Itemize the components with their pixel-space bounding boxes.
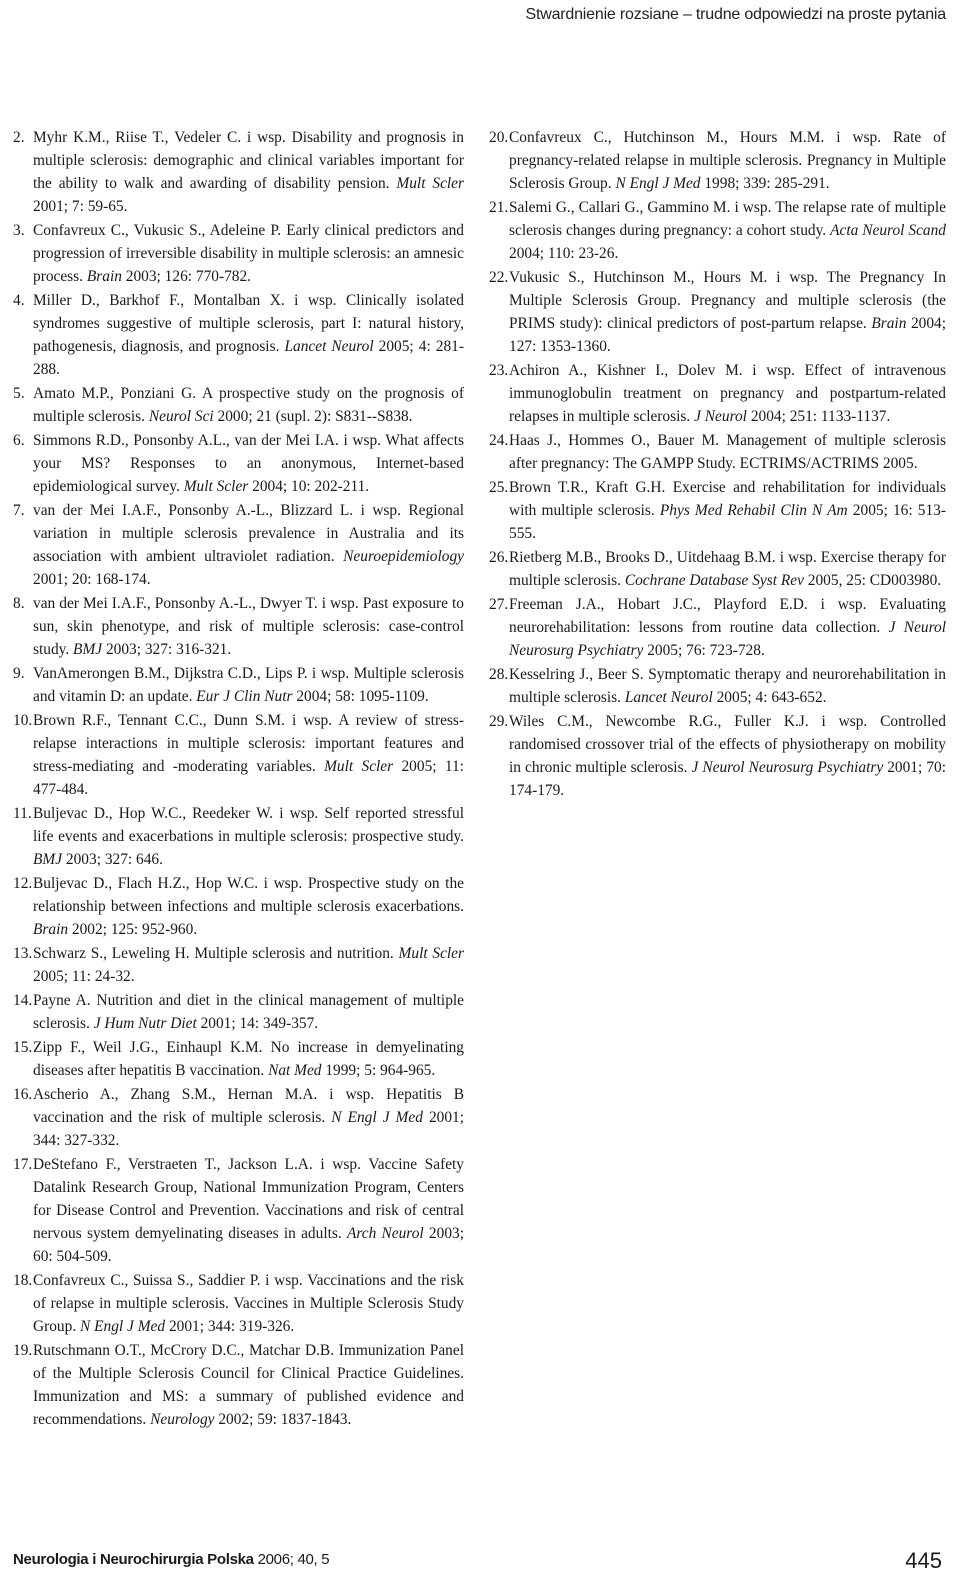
- reference-title: Multiple sclerosis and nutrition.: [194, 944, 399, 962]
- reference-authors: Buljevac D., Hop W.C., Reedeker W. i wsp.: [33, 804, 325, 822]
- reference-number: 28.: [489, 666, 509, 684]
- reference-journal: BMJ: [73, 640, 103, 658]
- reference-number: 11.: [13, 804, 32, 822]
- reference-details: 2001; 14: 349-357.: [196, 1015, 319, 1032]
- reference-journal: Mult Scler: [398, 944, 465, 962]
- reference-authors: Zipp F., Weil J.G., Einhaupl K.M.: [33, 1039, 271, 1057]
- reference-title: Multiple sclerosis and vitamin D: an update.: [33, 664, 464, 705]
- reference-item: [13, 220, 464, 289]
- reference-number: 20.: [489, 129, 509, 146]
- reference-title: Effect of intravenous immunoglobulin treatment on pregnancy and postpartum-related relapses in multiple sclerosis.: [509, 361, 946, 425]
- references-left-column: [13, 127, 464, 1433]
- reference-number: 27.: [489, 596, 509, 614]
- reference-title: Exercise therapy for multiple sclerosis.: [509, 549, 946, 589]
- reference-journal: Mult Scler: [324, 757, 394, 775]
- reference-journal: Eur J Clin Nutr: [196, 687, 293, 705]
- reference-number: 3.: [13, 221, 25, 239]
- reference-journal: N Engl J Med: [80, 1317, 166, 1335]
- reference-title: Regional variation in multiple sclerosis prevalence in Australia and its association with ambient ultraviolet radiation.: [33, 501, 464, 565]
- reference-details: 2001; 344: 319-326.: [165, 1317, 295, 1335]
- reference-title: Symptomatic therapy and neurorehabilitation in multiple sclerosis.: [509, 666, 946, 707]
- reference-authors: Wiles C.M., Newcombe R.G., Fuller K.J. i wsp.: [509, 713, 881, 731]
- reference-item: [489, 477, 946, 546]
- reference-journal: Brain: [33, 920, 69, 938]
- reference-number: 26.: [489, 549, 509, 567]
- reference-title: A review of stress-relapse interactions in multiple sclerosis: important features and stress-mediating and -moderating variables.: [33, 712, 465, 775]
- reference-number: 14.: [13, 992, 33, 1010]
- reference-number: 22.: [489, 269, 509, 287]
- reference-title: Disability and prognosis in multiple sclerosis: demographic and clinical variables important for the ability to walk and awarding of disability pension.: [33, 129, 464, 192]
- reference-item: [489, 267, 946, 359]
- reference-details: 2005; 16: 513-555.: [509, 501, 946, 542]
- reference-item: [13, 127, 464, 219]
- reference-journal: Brain: [86, 267, 122, 285]
- reference-details: 2001; 7: 59-65.: [33, 197, 128, 215]
- reference-item: [13, 990, 464, 1036]
- reference-details: 2005; 11: 477-484.: [33, 757, 464, 798]
- reference-title: What affects your MS? Responses to an anonymous, Internet-based epidemiological survey.: [33, 431, 464, 495]
- reference-details: 2001; 344: 327-332.: [33, 1109, 465, 1150]
- reference-journal: Neuroepidemiology: [343, 547, 464, 565]
- reference-item: [489, 711, 946, 803]
- reference-number: 23.: [489, 361, 509, 379]
- reference-item: [489, 547, 946, 593]
- reference-journal: J Neurol Neurosurg Psychiatry: [691, 759, 884, 777]
- page-number: 445: [905, 1548, 942, 1573]
- reference-number: 10.: [13, 712, 33, 730]
- reference-authors: van der Mei I.A.F., Ponsonby A.-L., Blizzard L. i wsp.: [33, 501, 409, 519]
- reference-number: 19.: [13, 1342, 33, 1360]
- reference-title: The relapse rate of multiple sclerosis changes during pregnancy: a cohort study.: [509, 199, 946, 239]
- reference-item: [13, 663, 464, 709]
- reference-authors: Freeman J.A., Hobart J.C., Playford E.D. i wsp.: [509, 596, 880, 614]
- reference-journal: Mult Scler: [396, 174, 464, 192]
- reference-details: 2004; 58: 1095-1109.: [292, 687, 429, 705]
- reference-number: 24.: [489, 431, 509, 449]
- reference-authors: DeStefano F., Verstraeten T., Jackson L.A. i wsp.: [33, 1156, 369, 1174]
- reference-details: 1999; 5: 964-965.: [321, 1062, 436, 1080]
- reference-number: 29.: [489, 713, 509, 731]
- reference-details: 2003; 327: 316-321.: [102, 640, 232, 658]
- reference-item: [13, 430, 464, 499]
- reference-title: Prospective study on the relationship between infections and multiple sclerosis exacerbations.: [33, 874, 464, 915]
- reference-journal: J Neurol Neurosurg Psychiatry: [509, 619, 946, 660]
- reference-journal: Acta Neurol Scand: [830, 221, 946, 239]
- reference-title: Past exposure to sun, skin phenotype, and risk of multiple sclerosis: case-control study.: [33, 594, 464, 658]
- reference-journal: J Hum Nutr Diet: [93, 1015, 197, 1032]
- reference-details: 2003; 60: 504-509.: [33, 1225, 464, 1265]
- reference-authors: Salemi G., Callari G., Gammino M. i wsp.: [509, 199, 776, 217]
- reference-journal: Mult Scler: [183, 477, 249, 495]
- reference-details: 2005; 4: 643-652.: [712, 689, 827, 707]
- reference-authors: Haas J., Hommes O., Bauer M.: [509, 431, 727, 449]
- reference-authors: Confavreux C., Vukusic S., Adeleine P.: [33, 221, 287, 239]
- reference-authors: Vukusic S., Hutchinson M., Hours M. i wsp.: [509, 269, 827, 287]
- reference-title: Vaccine Safety Datalink Research Group, National Immunization Program, Centers for Disease Control and Prevention. Vaccinations and risk of central nervous system demyelinating diseases in adults.: [33, 1156, 464, 1243]
- reference-details: 2004; 251: 1133-1137.: [746, 407, 891, 425]
- reference-item: [13, 1154, 464, 1269]
- reference-item: [489, 594, 946, 663]
- reference-item: [13, 290, 464, 382]
- reference-number: 6.: [13, 431, 25, 449]
- reference-authors: Rutschmann O.T., McCrory D.C., Matchar D.B.: [33, 1342, 339, 1360]
- reference-authors: Brown R.F., Tennant C.C., Dunn S.M. i wsp.: [33, 712, 339, 730]
- reference-journal: J Neurol: [694, 407, 747, 425]
- reference-number: 8.: [13, 594, 25, 612]
- reference-journal: Neurol Sci: [148, 407, 214, 425]
- reference-authors: Schwarz S., Leweling H.: [33, 944, 195, 962]
- reference-number: 7.: [13, 501, 25, 519]
- reference-authors: Confavreux C., Hutchinson M., Hours M.M. i wsp.: [509, 129, 894, 146]
- reference-journal: Lancet Neurol: [624, 689, 713, 707]
- reference-item: [489, 360, 946, 429]
- journal-name: Neurologia i Neurochirurgia Polska: [13, 1551, 254, 1568]
- references-right-column: [489, 127, 946, 804]
- reference-item: [13, 710, 464, 802]
- reference-authors: Ascherio A., Zhang S.M., Hernan M.A. i wsp.: [33, 1086, 387, 1104]
- reference-number: 15.: [13, 1039, 33, 1057]
- reference-number: 2.: [13, 129, 25, 146]
- reference-item: [13, 1340, 464, 1432]
- reference-title: Nutrition and diet in the clinical management of multiple sclerosis.: [33, 992, 465, 1032]
- reference-details: 2001; 70: 174-179.: [509, 759, 946, 800]
- reference-title: Clinically isolated syndromes suggestive of multiple sclerosis, part I: natural history, pathogenesis, diagnosis, and prognosis.: [33, 291, 464, 355]
- journal-footer: [13, 1551, 329, 1568]
- reference-item: [489, 127, 946, 196]
- reference-title: Exercise and rehabilitation for individuals with multiple sclerosis.: [509, 479, 946, 519]
- reference-title: Controlled randomised crossover trial of the effects of physiotherapy on mobility in chronic multiple sclerosis.: [509, 713, 946, 777]
- reference-title: Rate of pregnancy-related relapse in multiple sclerosis. Pregnancy in Multiple Sclerosis Group.: [509, 129, 946, 192]
- reference-item: [13, 383, 464, 429]
- reference-details: 2005; 4: 281-288.: [33, 337, 464, 378]
- reference-title: The Pregnancy In Multiple Sclerosis Group. Pregnancy and multiple sclerosis (the PRIMS study): clinical predictors of post-partum relapse.: [509, 269, 946, 332]
- reference-title: A prospective study on the prognosis of multiple sclerosis.: [33, 384, 464, 425]
- reference-title: Hepatitis B vaccination and the risk of multiple sclerosis.: [33, 1086, 464, 1127]
- reference-number: 25.: [489, 479, 509, 497]
- reference-number: 12.: [13, 874, 33, 892]
- reference-journal: Phys Med Rehabil Clin N Am: [659, 501, 848, 519]
- reference-title: No increase in demyelinating diseases after hepatitis B vaccination.: [33, 1039, 465, 1080]
- reference-details: 2004; 127: 1353-1360.: [509, 314, 947, 355]
- reference-item: [13, 593, 464, 662]
- reference-authors: van der Mei I.A.F., Ponsonby A.-L., Dwyer T. i wsp.: [33, 594, 363, 612]
- running-head: Stwardnienie rozsiane – trudne odpowiedzi na proste pytania: [525, 6, 946, 23]
- reference-number: 4.: [13, 291, 25, 309]
- reference-item: [13, 1270, 464, 1339]
- reference-details: 2000; 21 (supl. 2): S831--S838.: [213, 407, 413, 425]
- reference-details: 2005; 76: 723-728.: [643, 642, 765, 660]
- journal-issue: 2006; 40, 5: [253, 1551, 330, 1568]
- reference-item: [13, 1084, 464, 1153]
- reference-details: 2005, 25: CD003980.: [803, 572, 942, 589]
- reference-title: Early clinical predictors and progression of irreversible disability in multiple sclerosis: an amnesic process.: [33, 221, 464, 285]
- reference-number: 9.: [13, 664, 25, 682]
- reference-details: 2002; 125: 952-960.: [68, 920, 198, 938]
- reference-authors: VanAmerongen B.M., Dijkstra C.D., Lips P. i wsp.: [33, 664, 354, 682]
- reference-journal: N Engl J Med: [331, 1109, 423, 1127]
- reference-authors: Confavreux C., Suissa S., Saddier P. i wsp.: [33, 1272, 308, 1290]
- reference-title: Self reported stressful life events and exacerbations in multiple sclerosis: prospective study.: [33, 804, 465, 845]
- reference-number: 5.: [13, 384, 25, 402]
- reference-item: [13, 1037, 464, 1083]
- reference-item: [13, 873, 464, 942]
- reference-authors: Brown T.R., Kraft G.H.: [509, 479, 673, 497]
- reference-item: [489, 664, 946, 710]
- reference-number: 21.: [489, 199, 509, 217]
- reference-details: 2004; 110: 23-26.: [509, 244, 619, 262]
- reference-authors: Myhr K.M., Riise T., Vedeler C. i wsp.: [33, 129, 292, 146]
- reference-number: 16.: [13, 1086, 33, 1104]
- reference-title: Vaccinations and the risk of relapse in multiple sclerosis. Vaccines in Multiple Sclerosis Study Group.: [33, 1272, 464, 1335]
- reference-details: 2004; 10: 202-211.: [248, 477, 370, 495]
- reference-authors: Buljevac D., Flach H.Z., Hop W.C. i wsp.: [33, 874, 308, 892]
- reference-number: 17.: [13, 1156, 33, 1174]
- reference-details: 2003; 327: 646.: [62, 850, 163, 868]
- reference-authors: Kesselring J., Beer S.: [509, 666, 649, 684]
- reference-item: [489, 197, 946, 266]
- reference-details: 2003; 126: 770-782.: [121, 267, 252, 285]
- reference-authors: Simmons R.D., Ponsonby A.L., van der Mei I.A. i wsp.: [33, 431, 386, 449]
- reference-item: [13, 500, 464, 592]
- reference-title: Immunization Panel of the Multiple Sclerosis Council for Clinical Practice Guidelines. Immunization and MS: a summary of published evidence and recommendations.: [33, 1342, 464, 1428]
- reference-journal: Cochrane Database Syst Rev: [624, 572, 804, 589]
- reference-authors: Amato M.P., Ponziani G.: [33, 384, 202, 402]
- reference-journal: Nat Med: [268, 1062, 322, 1080]
- reference-details: 1998; 339: 285-291.: [700, 174, 830, 192]
- reference-journal: N Engl J Med: [615, 174, 701, 192]
- reference-number: 18.: [13, 1272, 33, 1290]
- reference-journal: Lancet Neurol: [284, 337, 374, 355]
- reference-details: 2002; 59: 1837-1843.: [214, 1410, 352, 1428]
- reference-item: [13, 803, 464, 872]
- reference-details: 2001; 20: 168-174.: [33, 570, 151, 588]
- reference-title: Management of multiple sclerosis after pregnancy: The GAMPP Study. ECTRIMS/ACTRIMS 2005.: [509, 431, 946, 472]
- reference-title: Evaluating neurorehabilitation: lessons from routine data collection.: [509, 596, 946, 637]
- reference-details: 2005; 11: 24-32.: [33, 967, 135, 985]
- reference-journal: BMJ: [33, 850, 63, 868]
- reference-journal: Brain: [871, 314, 907, 332]
- reference-authors: Rietberg M.B., Brooks D., Uitdehaag B.M. i wsp.: [509, 549, 821, 567]
- reference-number: 13.: [13, 944, 33, 962]
- reference-journal: Arch Neurol: [346, 1225, 424, 1243]
- reference-item: [13, 943, 464, 989]
- reference-authors: Payne A.: [33, 992, 97, 1010]
- reference-authors: Miller D., Barkhof F., Montalban X. i wsp.: [33, 291, 346, 309]
- reference-item: [489, 430, 946, 476]
- reference-authors: Achiron A., Kishner I., Dolev M. i wsp.: [509, 361, 805, 379]
- reference-journal: Neurology: [150, 1410, 215, 1428]
